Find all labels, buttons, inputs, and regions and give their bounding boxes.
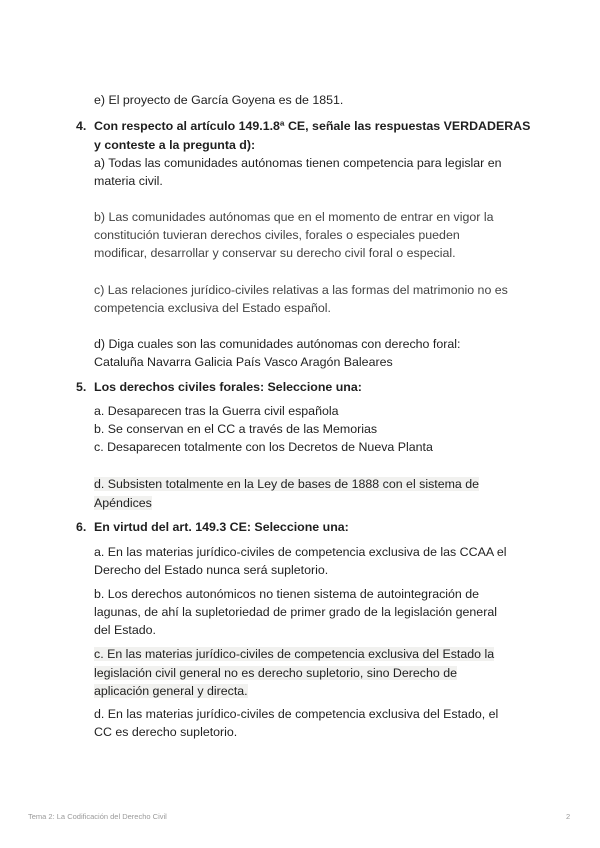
q4-option-b-line-2: constitución tuvieran derechos civiles, forales o especiales pueden — [94, 228, 460, 242]
q6-option-a-line-2: Derecho del Estado nunca será supletorio. — [94, 563, 329, 577]
q4-stem-line-1: Con respecto al artículo 149.1.8ª CE, señale las respuestas VERDADERAS — [94, 119, 531, 133]
q6-stem: En virtud del art. 149.3 CE: Seleccione una: — [94, 520, 349, 534]
q6-option-d-line-1: d. En las materias jurídico-civiles de competencia exclusiva del Estado, el — [94, 707, 499, 721]
q4-option-d-line-2: Cataluña Navarra Galicia País Vasco Aragón Baleares — [94, 355, 393, 369]
q5-option-d-line-2: Apéndices — [94, 495, 152, 510]
q6-option-c-line-2: legislación civil general no es derecho supletorio, sino Derecho de — [94, 665, 457, 680]
q6-option-a-line-1: a. En las materias jurídico-civiles de competencia exclusiva de las CCAA el — [94, 545, 507, 559]
footer-page-number: 2 — [566, 812, 571, 821]
q5-option-a: a. Desaparecen tras la Guerra civil española — [94, 404, 339, 418]
q6-option-b-line-1: b. Los derechos autonómicos no tienen sistema de autointegración de — [94, 587, 480, 601]
footer-title: Tema 2: La Codificación del Derecho Civil — [28, 812, 167, 821]
q6-option-b-line-2: lagunas, de ahí la supletoriedad de primer grado de la legislación general — [94, 605, 497, 619]
q4-option-b-line-3: modificar, desarrollar y conservar su derecho civil foral o especial. — [94, 246, 456, 260]
q6-option-c-line-3: aplicación general y directa. — [94, 684, 248, 698]
q4-option-a-line-1: a) Todas las comunidades autónomas tienen competencia para legislar en — [94, 156, 502, 170]
q6-option-d-line-2: CC es derecho supletorio. — [94, 725, 238, 739]
q6-option-c — [94, 645, 534, 701]
q5-number: 5. — [76, 380, 87, 394]
q4-option-b-line-1: b) Las comunidades autónomas que en el momento de entrar en vigor la — [94, 210, 494, 224]
q5-option-d-line-1: d. Subsisten totalmente en la Ley de bases de 1888 con el sistema de — [94, 477, 480, 491]
q4-option-a-line-2: materia civil. — [94, 174, 163, 188]
q6-option-c-line-1: c. En las materias jurídico-civiles de competencia exclusiva del Estado la — [94, 647, 495, 661]
q5-option-c: c. Desaparecen totalmente con los Decretos de Nueva Planta — [94, 440, 433, 454]
q5-option-d — [94, 475, 534, 512]
q5-option-b: b. Se conservan en el CC a través de las Memorias — [94, 422, 378, 436]
q5-stem: Los derechos civiles forales: Seleccione una: — [94, 380, 362, 394]
q4-option-d-line-1: d) Diga cuales son las comunidades autónomas con derecho foral: — [94, 337, 461, 351]
q6-option-b-line-3: del Estado. — [94, 623, 156, 637]
q6-number: 6. — [76, 520, 87, 534]
q3-option-e: e) El proyecto de García Goyena es de 1851. — [94, 93, 344, 107]
q4-number: 4. — [76, 119, 87, 133]
q4-option-c-line-1: c) Las relaciones jurídico-civiles relativas a las formas del matrimonio no es — [94, 283, 508, 297]
q4-stem-line-2: y conteste a la pregunta d): — [94, 138, 256, 152]
q4-option-c-line-2: competencia exclusiva del Estado español. — [94, 301, 331, 315]
